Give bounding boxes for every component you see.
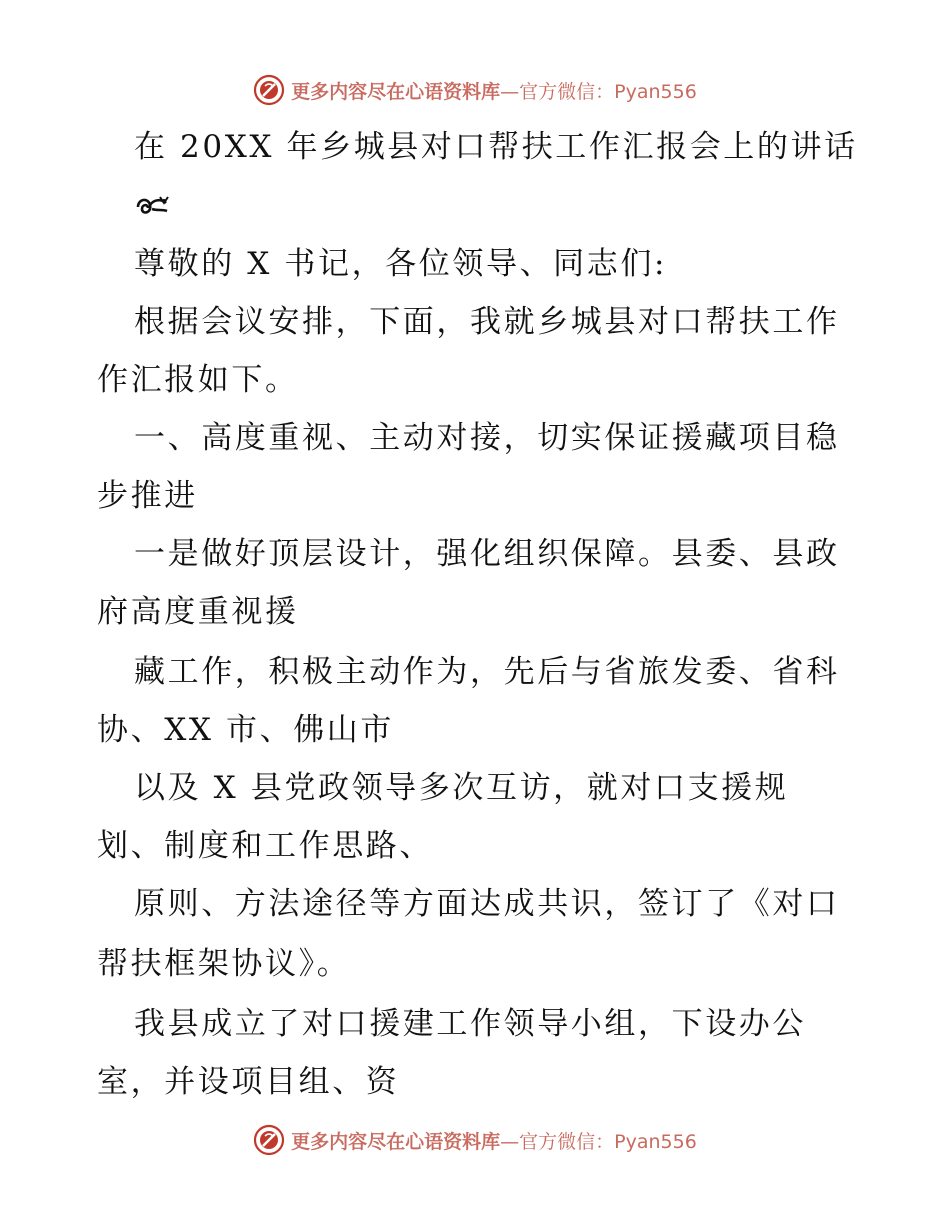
document-line: 作汇报如下。 bbox=[97, 362, 299, 398]
watermark-contact-text: —官方微信：Pyan556 bbox=[500, 1130, 697, 1153]
brand-logo-icon bbox=[253, 74, 285, 106]
watermark-brand-text: 更多内容尽在心语资料库 bbox=[291, 80, 501, 103]
document-line: 以及 X 县党政领导多次互访，就对口支援规 bbox=[134, 770, 789, 806]
document-line: 藏工作，积极主动作为，先后与省旅发委、省科 bbox=[134, 654, 840, 690]
watermark-contact-text: —官方微信：Pyan556 bbox=[500, 80, 697, 103]
document-line: 原则、方法途径等方面达成共识，签订了《对口 bbox=[134, 886, 840, 922]
document-line: 划、制度和工作思路、 bbox=[97, 828, 433, 864]
document-title: 在 20XX 年乡城县对口帮扶工作汇报会上的讲话 bbox=[134, 129, 858, 165]
document-line: 一是做好顶层设计，强化组织保障。县委、县政 bbox=[134, 536, 840, 572]
document-line: 帮扶框架协议》。 bbox=[97, 946, 351, 982]
watermark-banner-top bbox=[0, 72, 950, 108]
document-line: 根据会议安排，下面，我就乡城县对口帮扶工作 bbox=[134, 304, 840, 340]
document-line: 尊敬的 X 书记，各位领导、同志们: bbox=[134, 246, 668, 282]
document-line: 室，并设项目组、资 bbox=[97, 1064, 400, 1100]
document-section-heading: 一、高度重视、主动对接，切实保证援藏项目稳 bbox=[134, 420, 840, 456]
document-line: 协、XX 市、佛山市 bbox=[97, 712, 394, 748]
ornament-flourish-icon bbox=[134, 191, 170, 221]
document-section-heading: 步推进 bbox=[97, 478, 198, 514]
watermark-banner-bottom bbox=[0, 1122, 950, 1158]
document-line: 府高度重视援 bbox=[97, 594, 299, 630]
watermark-brand-text: 更多内容尽在心语资料库 bbox=[291, 1130, 501, 1153]
document-line: 我县成立了对口援建工作领导小组，下设办公 bbox=[134, 1006, 806, 1042]
brand-logo-icon bbox=[253, 1124, 285, 1156]
